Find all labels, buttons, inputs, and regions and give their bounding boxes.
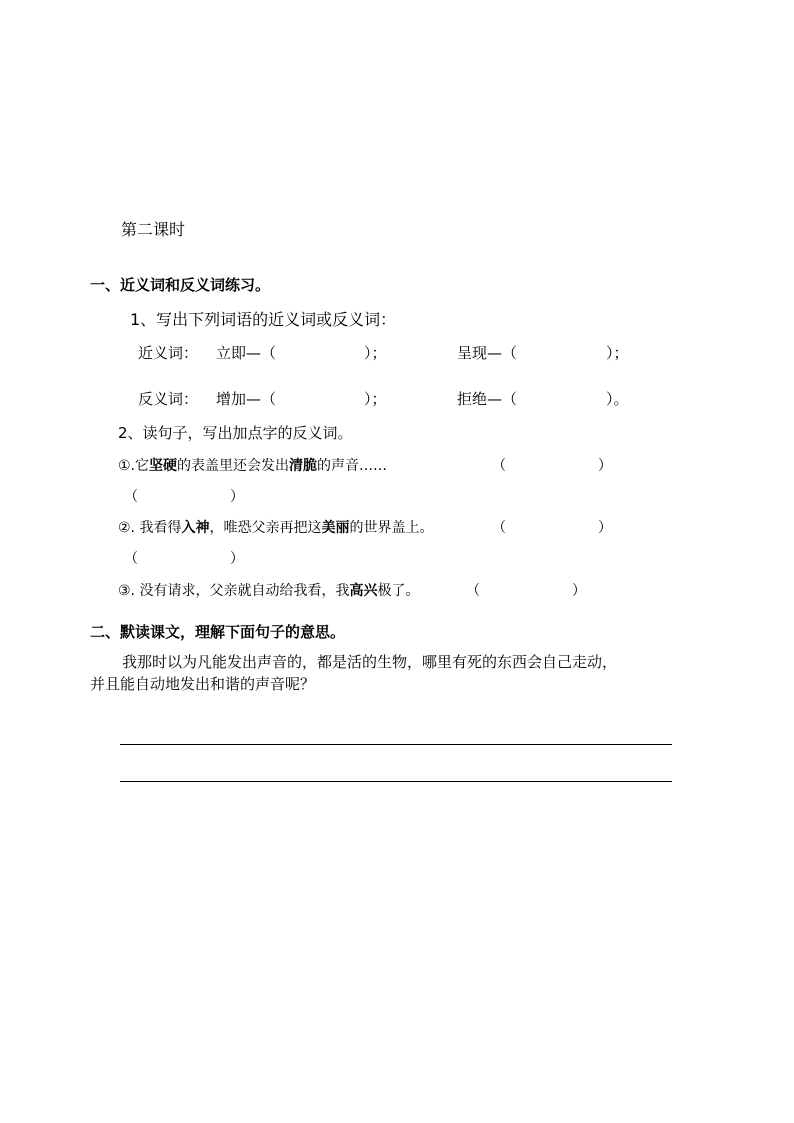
antonym-label: 反义词： [138, 390, 199, 408]
sentence-1-part3: 的声音…… [317, 458, 388, 474]
sentence-2-part3: 的世界盖上。 [349, 520, 434, 536]
q1-prompt: 1、写出下列词语的近义词或反义词： [130, 310, 397, 329]
synonym-blank2-close[interactable]: ）； [606, 344, 629, 362]
section1-heading: 一、近义词和反义词练习。 [90, 276, 271, 294]
sentence-1-dotted-word2: 清脆 [289, 458, 318, 474]
quote-line-1: 我那时以为凡能发出声音的，都是活的生物，哪里有死的东西会自己走动， [122, 653, 618, 671]
antonym-word1: 增加—（ [216, 390, 277, 408]
section2-heading: 二、默读课文，理解下面句子的意思。 [90, 623, 346, 641]
sentence-1-blank-a-open[interactable]: （ [492, 458, 506, 474]
sentence-1-part2: 的表盖里还会发出 [177, 458, 290, 474]
sentence-1-part1: ①.它 [118, 458, 150, 474]
synonym-word1: 立即—（ [216, 344, 277, 362]
sentence-2-blank-a-open[interactable]: （ [492, 520, 506, 536]
sentence-3-blank-a-open[interactable]: （ [466, 583, 480, 599]
quote-paragraph [90, 651, 690, 695]
q2-prompt: 2、读句子，写出加点字的反义词。 [118, 424, 353, 442]
sentence-1-dotted-word1: 坚硬 [149, 458, 178, 474]
sentence-1-blank-b-open[interactable]: （ [124, 489, 138, 505]
synonym-label: 近义词： [138, 344, 199, 362]
antonym-blank2-close[interactable]: ）。 [606, 390, 629, 408]
sentence-2-dotted-word2: 美丽 [321, 520, 350, 536]
sentence-2-dotted-word1: 入神 [181, 520, 210, 536]
sentence-1-blank-a-close[interactable]: ） [598, 458, 612, 474]
sentence-2-part2: ，唯恐父亲再把这 [209, 520, 322, 536]
sentence-2-blank-a-close[interactable]: ） [598, 520, 612, 536]
sentence-1 [118, 455, 387, 475]
antonym-word2: 拒绝—（ [457, 390, 518, 408]
antonym-blank1-close[interactable]: ）； [364, 390, 387, 408]
sentence-1-blank-b-close[interactable]: ） [230, 489, 244, 505]
lesson-title: 第二课时 [121, 220, 186, 239]
synonym-blank1-close[interactable]: ）； [364, 344, 387, 362]
sentence-3-part1: ③. 没有请求，父亲就自动给我看，我 [118, 583, 350, 599]
sentence-3-blank-a-close[interactable]: ） [572, 583, 586, 599]
sentence-2-blank-b-open[interactable]: （ [124, 551, 138, 567]
sentence-2-part1: ②. 我看得 [118, 520, 182, 536]
quote-line-2: 并且能自动地发出和谐的声音呢？ [90, 675, 316, 693]
sentence-3-dotted-word1: 高兴 [349, 583, 378, 599]
answer-line-1[interactable] [120, 744, 672, 745]
sentence-3-part2: 极了。 [377, 583, 420, 599]
answer-line-2[interactable] [120, 781, 672, 782]
sentence-2-blank-b-close[interactable]: ） [230, 551, 244, 567]
sentence-2 [118, 517, 433, 537]
sentence-3 [118, 580, 419, 600]
synonym-word2: 呈现—（ [457, 344, 518, 362]
